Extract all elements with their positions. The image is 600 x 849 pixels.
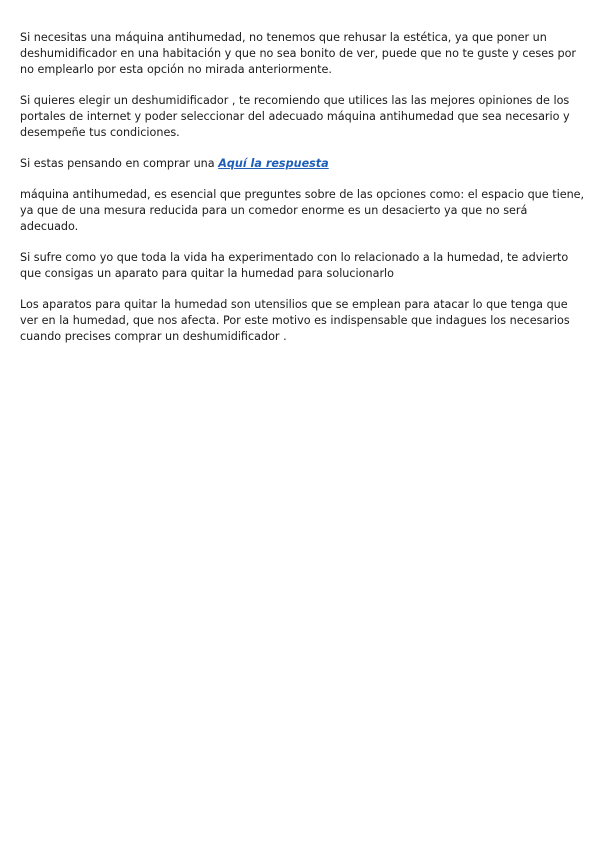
paragraph-2: Si quieres elegir un deshumidificador , te recomiendo que utilices las las mejores opiniones de los portales de internet y poder seleccionar del adecuado máquina antihumedad que sea necesario y desempeñe tus condiciones. [20,94,570,139]
paragraph-1: Si necesitas una máquina antihumedad, no tenemos que rehusar la estética, ya que poner un deshumidificador en una habitación y que no sea bonito de ver, puede que no te guste y ceses por no emplearlo por esta opción no mirada anteriormente. [20,31,577,76]
respuesta-link[interactable]: Aquí la respuesta [218,157,329,170]
paragraph-4: máquina antihumedad, es esencial que preguntes sobre de las opciones como: el espacio que tiene, ya que de una mesura reducida para un comedor enorme es un desacierto ya que no será adecuado. [20,188,585,233]
paragraph-6: Los aparatos para quitar la humedad son utensilios que se emplean para atacar lo que tenga que ver en la humedad, que nos afecta. Por este motivo es indispensable que indagues los necesarios cuando precises comprar un deshumidificador . [20,298,570,343]
document-body [20,30,586,360]
paragraph-5: Si sufre como yo que toda la vida ha experimentado con lo relacionado a la humedad, te advierto que consigas un aparato para quitar la humedad para solucionarlo [20,251,569,280]
paragraph-3 [20,156,586,172]
paragraph-3-text: Si estas pensando en comprar una [20,157,219,170]
